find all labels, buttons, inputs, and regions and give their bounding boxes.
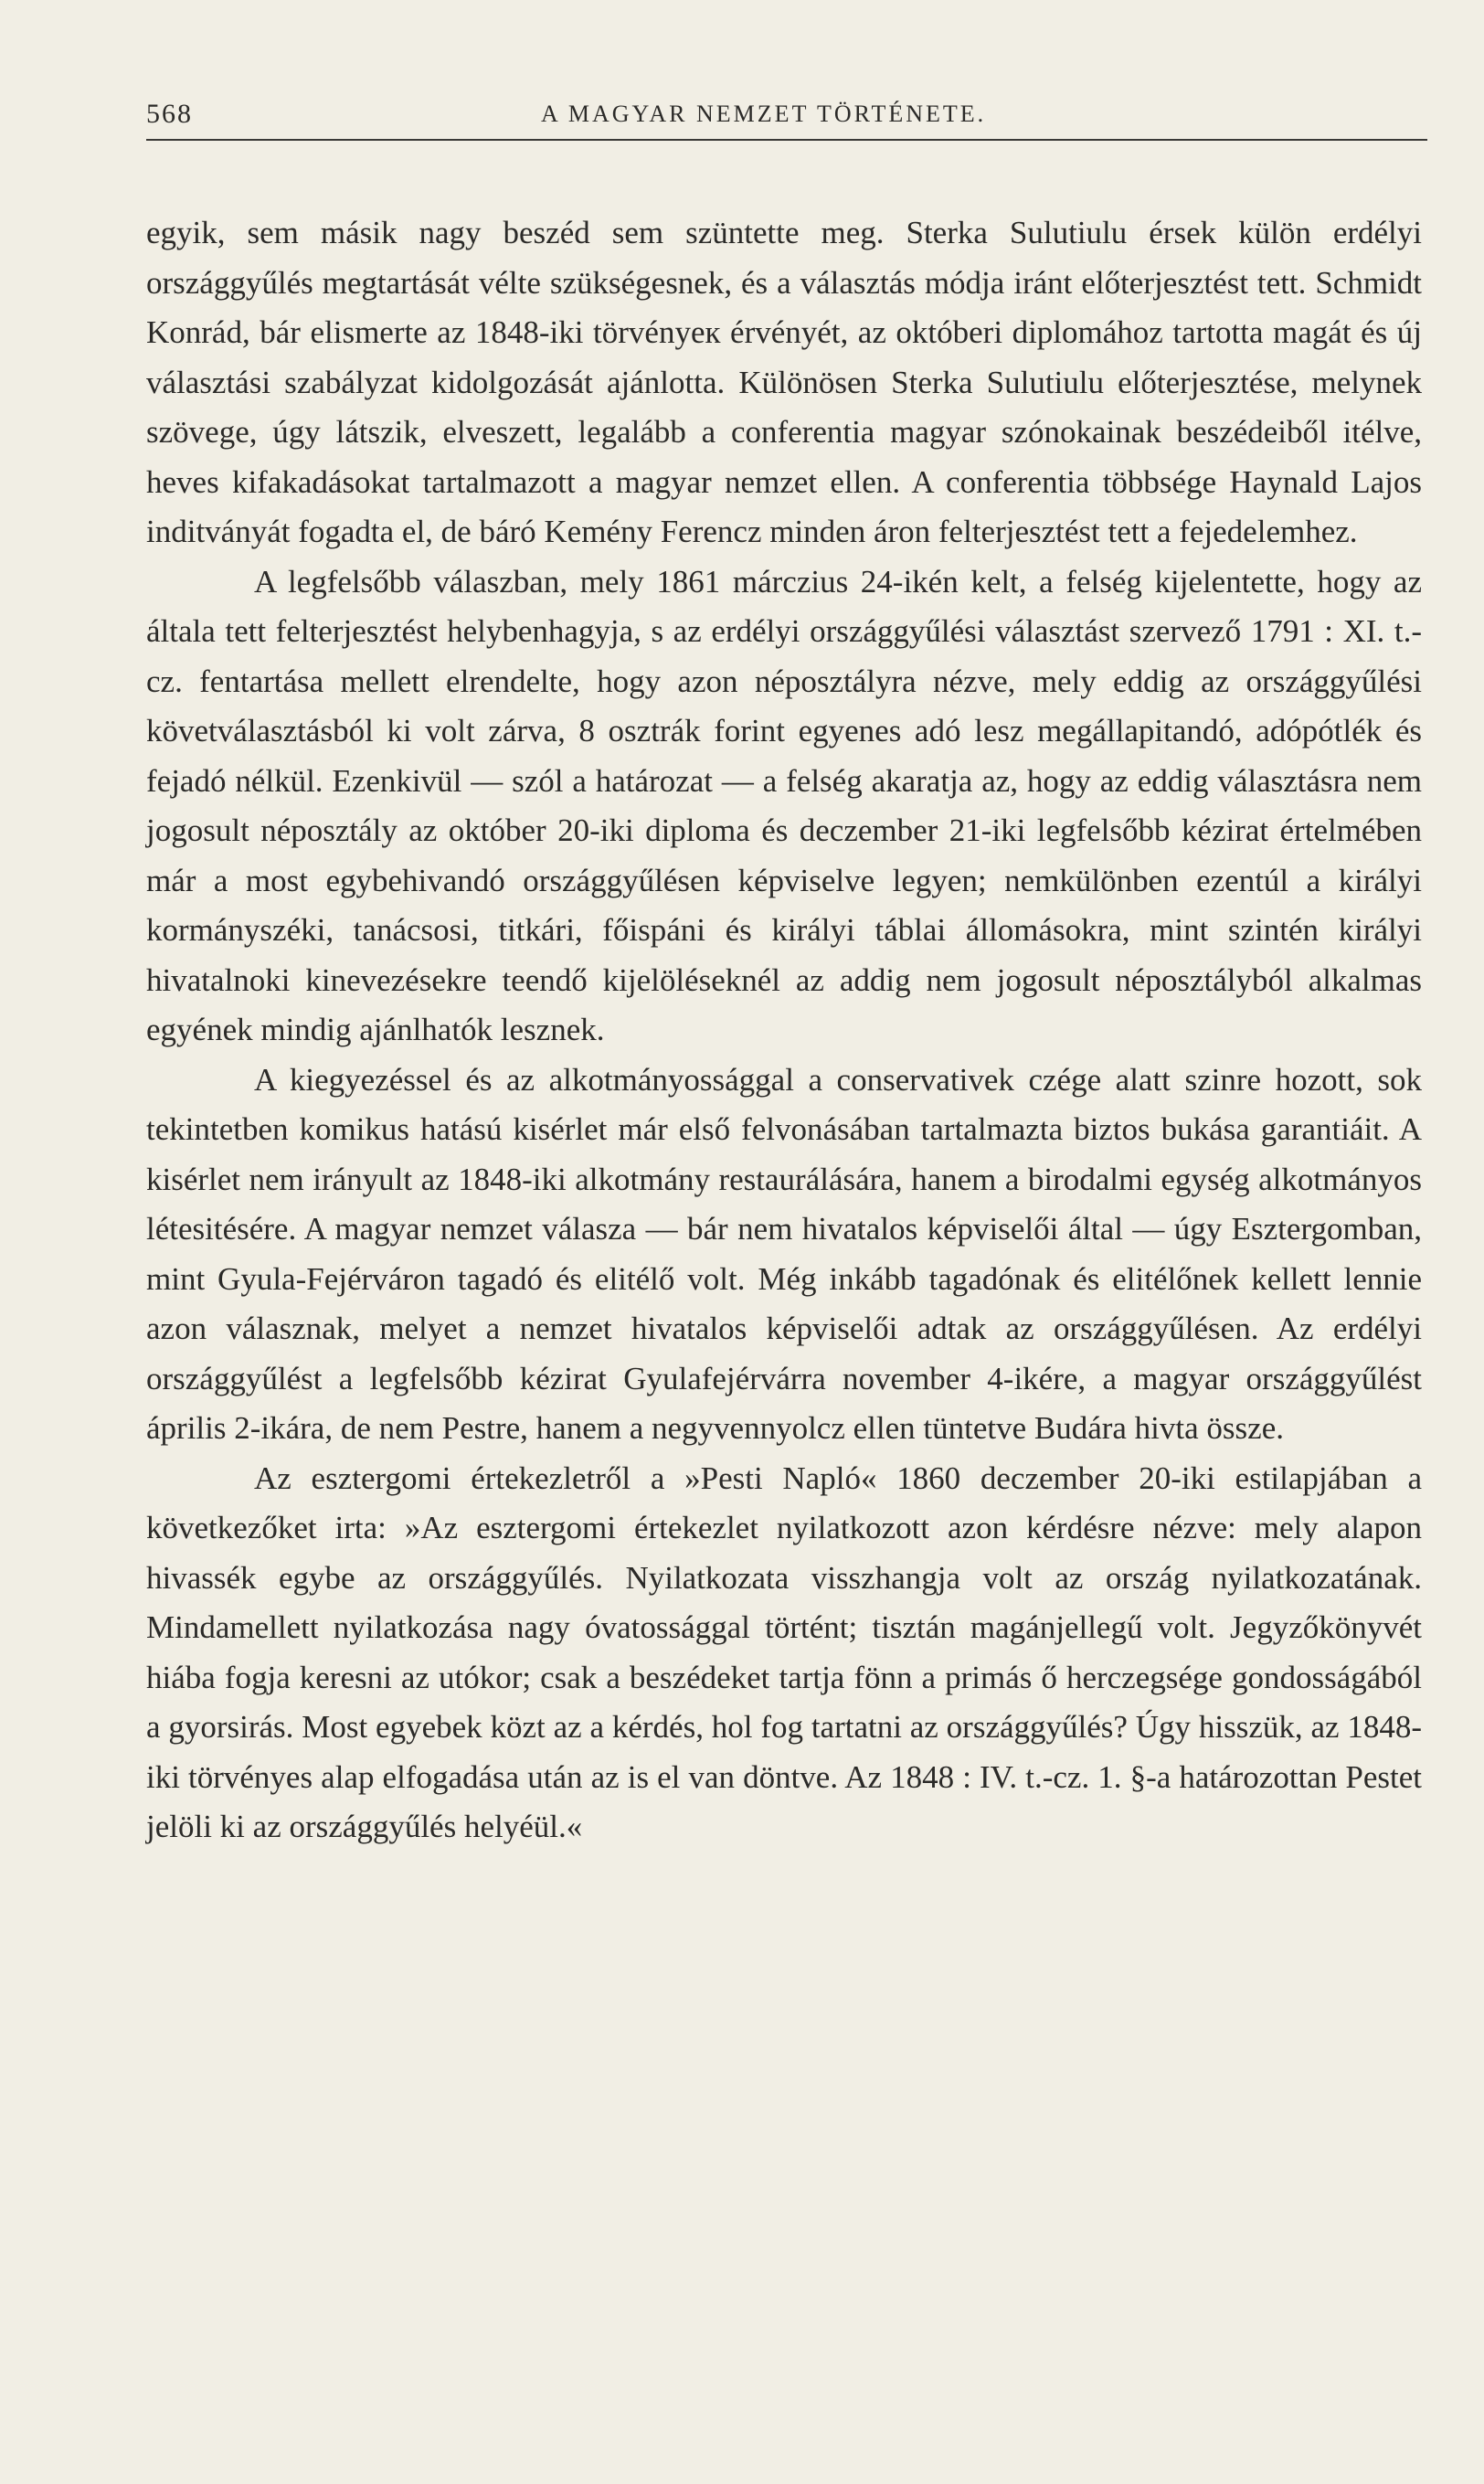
paragraph-2: A legfelsőbb válaszban, mely 1861 márczius 24-ikén kelt, a felség kijelentette, hogy az általa tett felterjesztést helybenhagyja, s az erdélyi országgyűlési választást szervező 1791 : XI. t.-cz. fentartása mellett elrendelte, hogy azon néposztályra nézve, mely eddig az országgyűlési követválasztásból ki volt zárva, 8 osztrák forint egyenes adó lesz megállapitandó, adópótlék és fejadó nélkül. Ezenkivül — szól a határozat — a felség akaratja az, hogy az eddig választásra nem jogosult néposztály az október 20-iki diploma és deczember 21-iki legfelsőbb kézirat értelmében már a most egybehivandó országgyűlésen képviselve legyen; nemkülönben ezentúl a királyi kormányszéki, tanácsosi, titkári, főispáni és királyi táblai állomásokra, mint szintén királyi hivatalnoki kinevezésekre teendő kijelöléseknél az addig nem jogosult néposztályból alkalmas egyének mindig ajánlhatók lesznek.: [146, 563, 1422, 1047]
paragraph-4: Az esztergomi értekezletről a »Pesti Napló« 1860 deczember 20-iki estilapjában a következőket irta: »Az esztergomi értekezlet nyilatkozott azon kérdésre nézve: mely alapon hivassék egybe az országgyűlés. Nyilatkozata visszhangja volt az ország nyilatkozatának. Mindamellett nyilatkozása nagy óvatossággal történt; tisztán magánjellegű volt. Jegyzőkönyvét hiába fogja keresni az utókor; csak a beszédeket tartja fönn a primás ő herczegsége gondosságából a gyorsirás. Most egyebek közt az a kérdés, hol fog tartatni az országgyűlés? Úgy hisszük, az 1848-iki törvényes alap elfogadása után az is el van döntve. Az 1848 : IV. t.-cz. 1. §-a határozottan Pestet jelöli ki az országgyűlés helyéül.«: [146, 1460, 1422, 1844]
running-title: A MAGYAR NEMZET TÖRTÉNETE.: [541, 101, 987, 127]
page-header: [146, 93, 1427, 141]
paragraph-3: A kiegyezéssel és az alkotmányossággal a conservativek czége alatt szinre hozott, sok tekintetben komikus hatású kisérlet már első felvonásában tartalmazta biztos bukása garantiáit. A kisérlet nem irányult az 1848-iki alkotmány restaurálására, hanem a birodalmi egység alkotmányos létesitésére. A magyar nemzet válasza — bár nem hivatalos képviselői által — úgy Esztergomban, mint Gyula-Fejérváron tagadó és elitélő volt. Még inkább tagadónak és elitélőnek kellett lennie azon válasznak, melyet a nemzet hivatalos képviselői adtak az országgyűlésen. Az erdélyi országgyűlést a legfelsőbb kézirat Gyulafejérvárra november 4-ikére, a magyar országgyűlést április 2-ikára, de nem Pestre, hanem a negyvennyolcz ellen tüntetve Budára hivta össze.: [146, 1061, 1422, 1446]
body-text: [146, 208, 1422, 1852]
paragraph-1: egyik, sem másik nagy beszéd sem szüntette meg. Sterka Sulutiulu érsek külön erdélyi országgyűlés megtartását vélte szükségesnek, és a választás módja iránt előterjesztést tett. Schmidt Konrád, bár elismerte az 1848-iki törvényeк érvényét, az októberi diplomához tartotta magát és új választási szabályzat kidolgozását ajánlotta. Különösen Sterka Sulutiulu előterjesztése, melynek szövege, úgy látszik, elveszett, legalább a conferentia magyar szónokainak beszédeiből itélve, heves kifakadásokat tartalmazott a magyar nemzet ellen. A conferentia többsége Haynald Lajos inditványát fogadta el, de báró Kemény Ferencz minden áron felterjesztést tett a fejedelemhez.: [146, 215, 1422, 549]
page-number: 568: [146, 99, 193, 129]
